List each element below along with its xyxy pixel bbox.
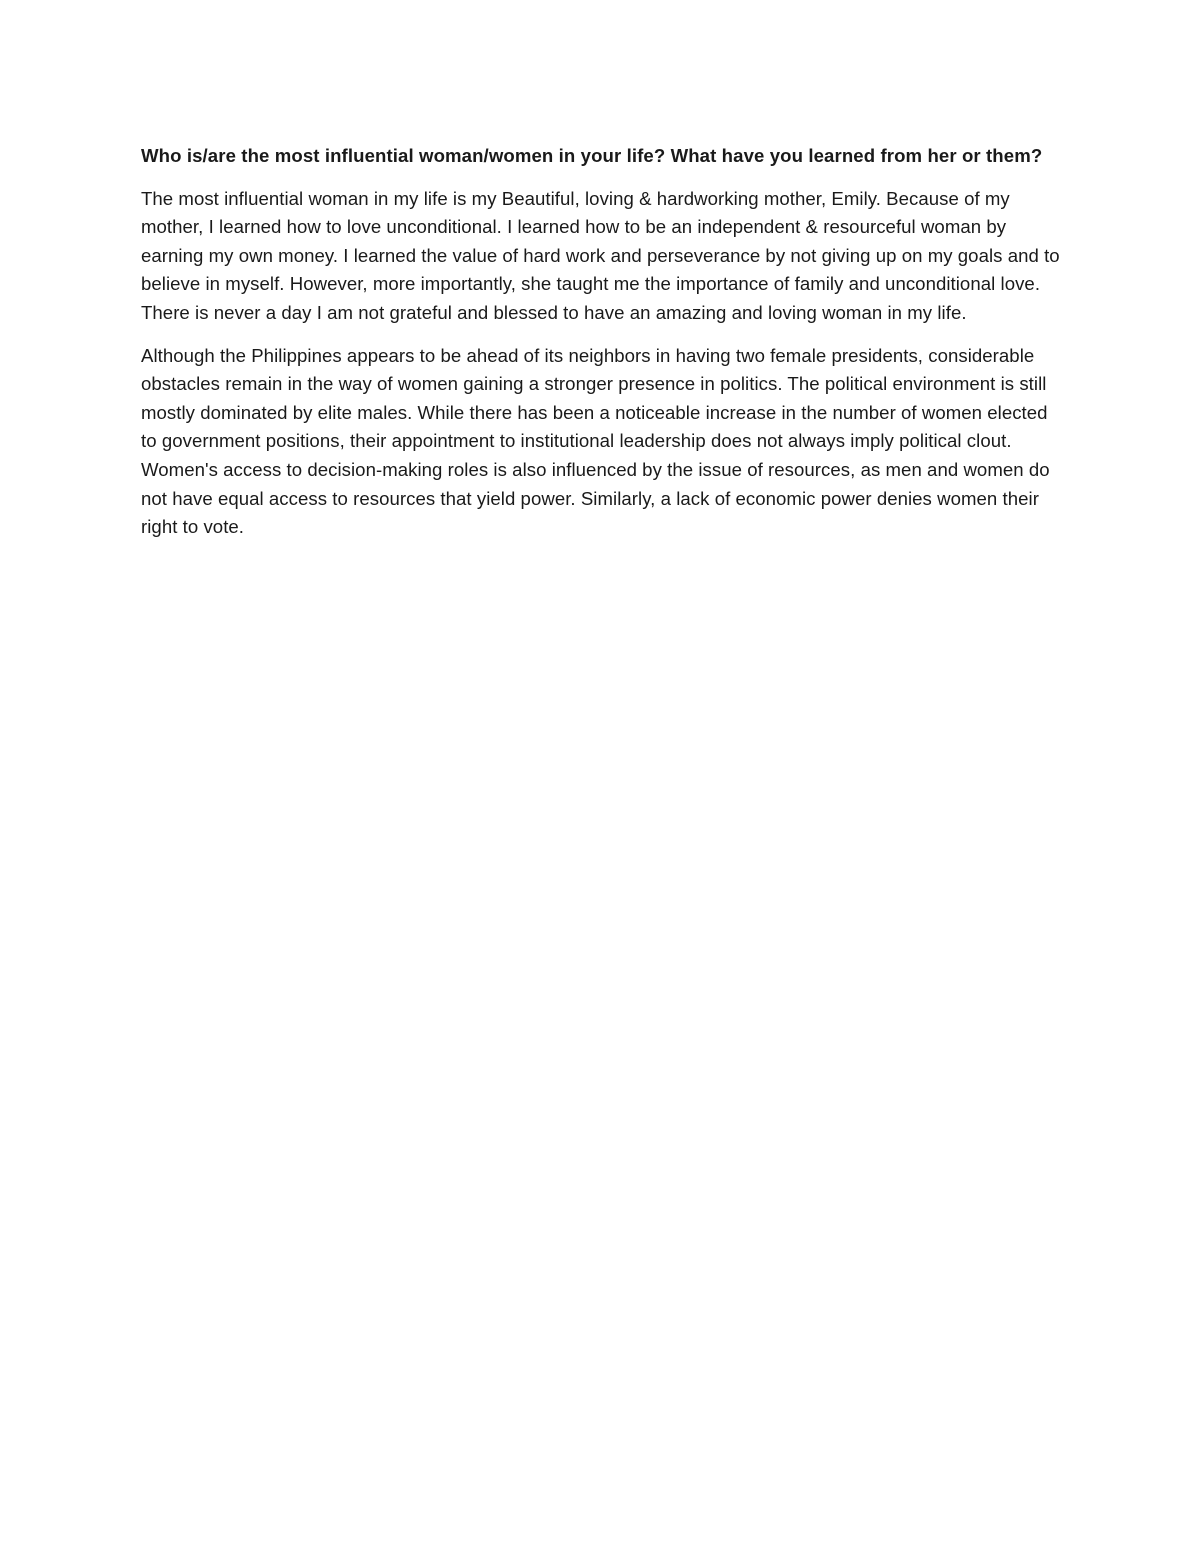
- essay-question: Who is/are the most influential woman/women in your life? What have you learned from her or them?: [141, 145, 1043, 166]
- document-body: [141, 142, 1061, 556]
- paragraph-women-in-politics: Although the Philippines appears to be ahead of its neighbors in having two female presidents, considerable obstacles remain in the way of women gaining a stronger presence in politics. The political environment is still mostly dominated by elite males. While there has been a noticeable increase in the number of women elected to government positions, their appointment to institutional leadership does not always imply political clout. Women's access to decision-making roles is also influenced by the issue of resources, as men and women do not have equal access to resources that yield power. Similarly, a lack of economic power denies women their right to vote.: [141, 344, 1050, 538]
- paragraph-influential-woman: The most influential woman in my life is my Beautiful, loving & hardworking mother, Emily. Because of my mother, I learned how to love unconditional. I learned how to be an independent & resourceful woman by earning my own money. I learned the value of hard work and perseverance by not giving up on my goals and to believe in myself. However, more importantly, she taught me the importance of family and unconditional love. There is never a day I am not grateful and blessed to have an amazing and loving woman in my life.: [141, 187, 1060, 323]
